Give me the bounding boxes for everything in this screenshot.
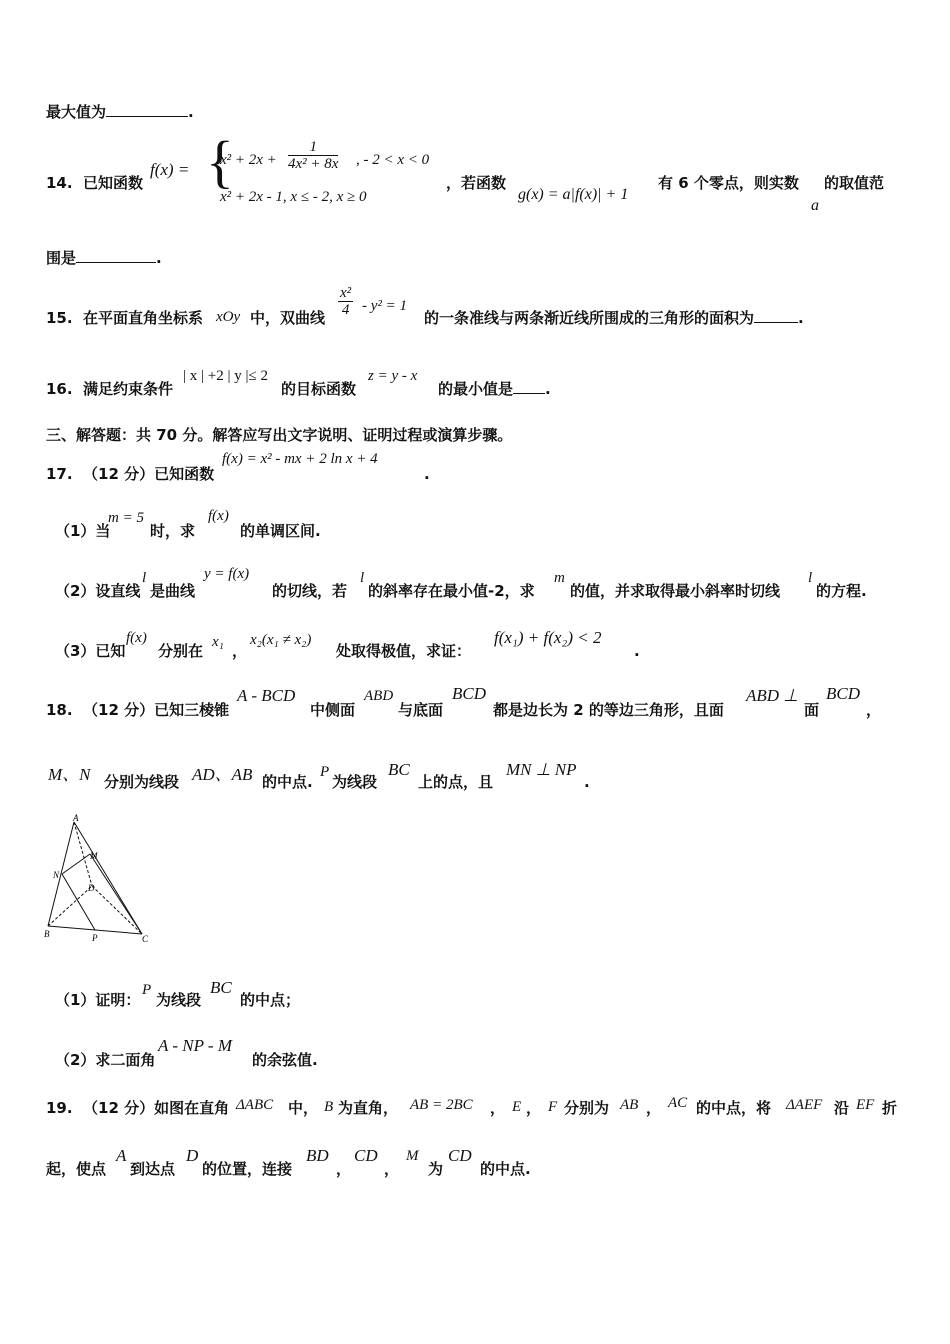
- segment-mc: [90, 854, 142, 934]
- label-n: N: [53, 870, 60, 880]
- label-m: M: [90, 851, 98, 861]
- answer-blank[interactable]: [76, 248, 156, 263]
- q15-fraction: $\frac{\text{x²}}{4}$: [340, 285, 352, 318]
- answer-blank[interactable]: [106, 102, 188, 117]
- q14-piece1-cond: , - 2 < x < 0: [356, 152, 430, 168]
- edge-ab: [48, 822, 74, 926]
- label-d: D: [88, 883, 95, 893]
- label-c: C: [142, 934, 149, 944]
- q14-piece1-pre: x² + 2x +: [220, 152, 277, 168]
- label-a: A: [73, 813, 79, 823]
- q14-gx: g(x) = a|f(x)| + 1: [518, 186, 629, 203]
- q14-a: a: [811, 197, 819, 214]
- segment-nm: [62, 854, 90, 874]
- tetrahedron-figure: [40, 812, 160, 948]
- q14-line2: 围是 .: [46, 249, 162, 267]
- q13-tail: 最大值为 .: [46, 103, 194, 121]
- q14-t3: 有 6 个零点，则实数: [658, 174, 799, 192]
- q17-fx: f(x) = x² - mx + 2 ln x + 4: [222, 451, 378, 467]
- q14-t2: ，若函数: [446, 174, 507, 192]
- q14-piece2: x² + 2x - 1, x ≤ - 2, x ≥ 0: [220, 189, 367, 205]
- q16-z: z = y - x: [368, 368, 418, 384]
- answer-blank[interactable]: [754, 308, 798, 323]
- answer-blank[interactable]: [513, 379, 545, 394]
- edge-bd: [48, 886, 92, 926]
- section-3-heading: 三、解答题：共 70 分。解答应写出文字说明、证明过程或演算步骤。: [46, 426, 513, 444]
- q14-line1: 14. 已知函数: [46, 174, 144, 192]
- label-p: P: [92, 933, 98, 943]
- q15-rest: - y² = 1: [362, 298, 408, 314]
- edge-ac: [74, 822, 142, 934]
- piecewise-brace: {: [206, 129, 234, 194]
- q16-cond: | x | +2 | y |≤ 2: [183, 368, 268, 384]
- q15-xoy: xOy: [216, 309, 241, 325]
- q14-fraction: $\frac{1}{\text{4x² + 8x}}$: [288, 139, 339, 172]
- q14-t4: 的取值范: [824, 174, 885, 192]
- q14-fx: f(x) =: [150, 160, 190, 179]
- label-b: B: [44, 929, 50, 939]
